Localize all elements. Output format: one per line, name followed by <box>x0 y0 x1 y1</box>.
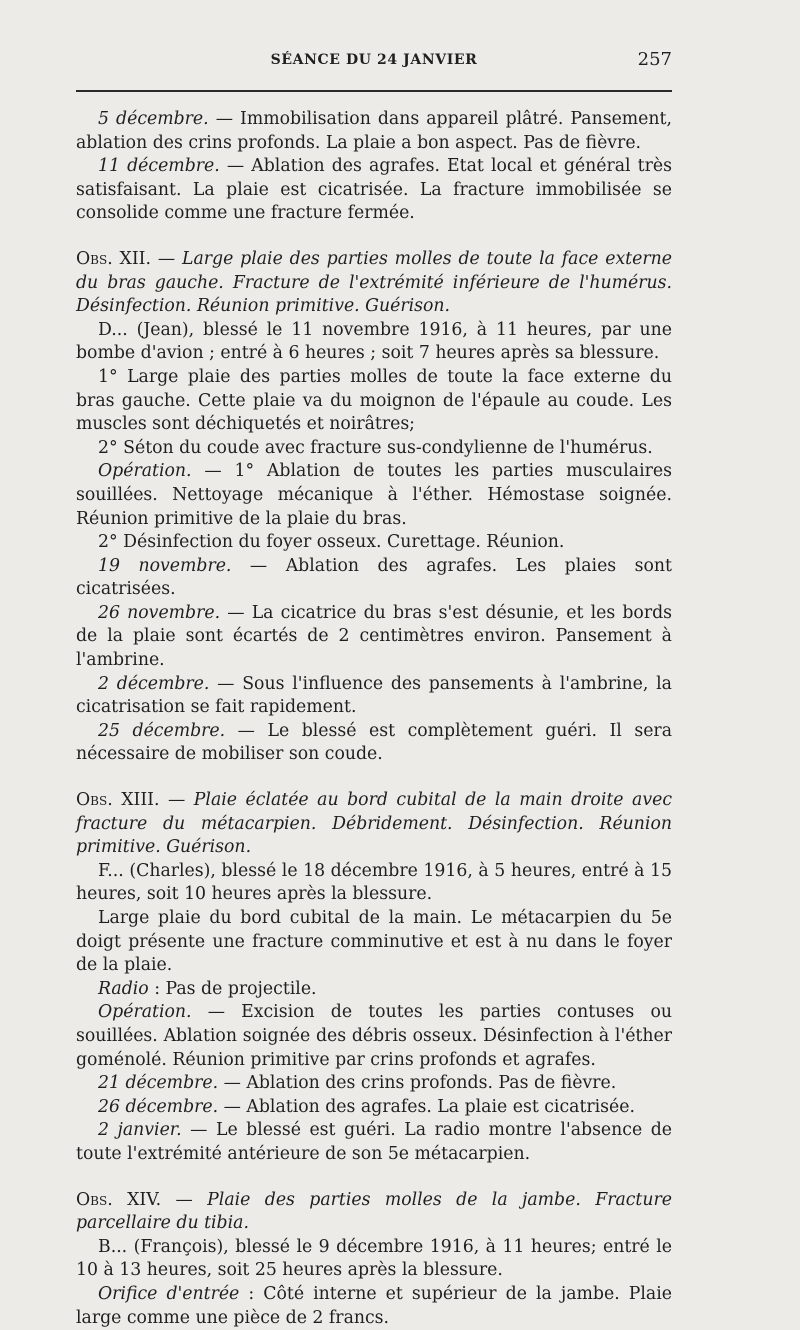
entry-text: — Ablation des agrafes. Etat local et général très satisfaisant. La plaie est cicatrisée. La fracture immobilisée se consolide comme une fracture fermée. <box>76 156 672 224</box>
paragraph <box>76 860 672 907</box>
entry-date: 19 novembre. <box>98 555 232 576</box>
observation-label: Obs. XIV. <box>76 1189 162 1210</box>
paragraph <box>76 1119 672 1166</box>
header-title: SÉANCE DU 24 JANVIER <box>270 52 478 68</box>
paragraph <box>76 155 672 226</box>
entry-text: Large plaie du bord cubital de la main. Le métacarpien du 5e doigt présente une fracture comminutive et est à nu dans le foyer de la plaie. <box>76 908 672 976</box>
entry-date: Radio <box>98 978 149 999</box>
paragraph <box>76 720 672 767</box>
entry-text: 1° Large plaie des parties molles de toute la face externe du bras gauche. Cette plaie va du moignon de l'épaule au coude. Les muscles sont déchiquetés et noirâtres; <box>76 366 672 435</box>
entry-text: — La cicatrice du bras s'est désunie, et les bords de la plaie sont écartés de 2 centimètres environ. Pansement à l'ambrine. <box>76 602 673 671</box>
paragraph <box>76 1236 672 1283</box>
entry-text: — Sous l'influence des pansements à l'ambrine, la cicatrisation se fait rapidement. <box>76 673 672 718</box>
paragraph <box>76 1283 672 1330</box>
entry-date: 21 décembre. <box>98 1073 219 1094</box>
entry-text: B... (François), blessé le 9 décembre 1916, à 11 heures; entré le 10 à 13 heures, soit 25 heures après la blessure. <box>76 1236 672 1281</box>
entry-date: 26 décembre. <box>98 1096 219 1117</box>
paragraph <box>76 907 672 978</box>
entry-text: D... (Jean), blessé le 11 novembre 1916, à 11 heures, par une bombe d'avion ; entré à 6 heures ; soit 7 heures après sa blessure. <box>76 319 672 364</box>
paragraph <box>76 531 672 555</box>
page-number: 257 <box>637 49 672 70</box>
entry-date: Opération. <box>98 1002 192 1023</box>
entry-text: F... (Charles), blessé le 18 décembre 1916, à 5 heures, entré à 15 heures, soit 10 heures après la blessure. <box>76 860 672 905</box>
paragraph <box>76 602 672 673</box>
observation-title: — Plaie des parties molles de la jambe. Fracture parcellaire du tibia. <box>76 1189 672 1234</box>
running-header <box>76 49 672 76</box>
paragraph <box>76 460 672 531</box>
paragraph <box>76 1096 672 1120</box>
entry-date: 2 décembre. <box>98 673 210 694</box>
entry-text: — Ablation des crins profonds. Pas de fièvre. <box>218 1073 617 1094</box>
entry-text: — Le blessé est complètement guéri. Il sera nécessaire de mobiliser son coude. <box>76 720 672 765</box>
entry-text: — Excision de toutes les parties contuses ou souillées. Ablation soignée des débris osseux. Désinfection à l'éther goménolé. Réunion primitive par crins profonds et agrafes. <box>76 1002 672 1070</box>
entry-date: 11 décembre. <box>98 156 220 177</box>
paragraph <box>76 978 672 1002</box>
entry-text: : Pas de projectile. <box>148 978 317 999</box>
observation-label: Obs. XII. <box>76 248 151 269</box>
header-rule <box>76 90 672 92</box>
entry-date: Opération. <box>98 461 192 482</box>
entry-text: 2° Désinfection du foyer osseux. Curettage. Réunion. <box>98 532 565 553</box>
entry-date: Orifice d'entrée <box>98 1283 240 1304</box>
entry-date: 25 décembre. <box>98 720 226 741</box>
entry-text: 2° Séton du coude avec fracture sus-condylienne de l'humérus. <box>98 437 653 458</box>
observation-heading <box>76 789 672 860</box>
paragraph <box>76 673 672 720</box>
paragraph <box>76 319 672 366</box>
entry-date: 5 décembre. <box>98 109 209 129</box>
entry-text: — Ablation des agrafes. La plaie est cicatrisée. <box>218 1096 635 1117</box>
entry-text: : Côté interne et supérieur de la jambe. Plaie large comme une pièce de 2 francs. <box>76 1283 672 1328</box>
entry-text: — 1° Ablation de toutes les parties musculaires souillées. Nettoyage mécanique à l'éther. Hémostase soignée. Réunion primitive de la plaie du bras. <box>76 461 672 529</box>
entry-text: — Ablation des agrafes. Les plaies sont cicatrisées. <box>76 555 672 600</box>
document-body <box>76 108 672 1330</box>
entry-text: — Immobilisation dans appareil plâtré. Pansement, ablation des crins profonds. La plaie a bon aspect. Pas de fièvre. <box>76 109 672 153</box>
observation-heading <box>76 1189 672 1236</box>
paragraph <box>76 366 672 437</box>
entry-text: — Le blessé est guéri. La radio montre l'absence de toute l'extrémité antérieure de son 5e métacarpien. <box>76 1120 672 1164</box>
observation-title: — Plaie éclatée au bord cubital de la main droite avec fracture du métacarpien. Débridement. Désinfection. Réunion primitive. Guérison. <box>76 790 673 858</box>
observation-heading <box>76 248 672 319</box>
paragraph <box>76 108 672 155</box>
entry-date: 2 janvier. <box>98 1120 182 1141</box>
paragraph <box>76 1072 672 1096</box>
observation-title: — Large plaie des parties molles de toute la face externe du bras gauche. Fracture de l'extrémité inférieure de l'humérus. Désinfection. Réunion primitive. Guérison. <box>76 248 672 317</box>
observation-label: Obs. XIII. <box>76 790 160 811</box>
paragraph <box>76 555 672 602</box>
entry-date: 26 novembre. <box>98 602 221 623</box>
paragraph <box>76 437 672 461</box>
paragraph <box>76 1001 672 1072</box>
